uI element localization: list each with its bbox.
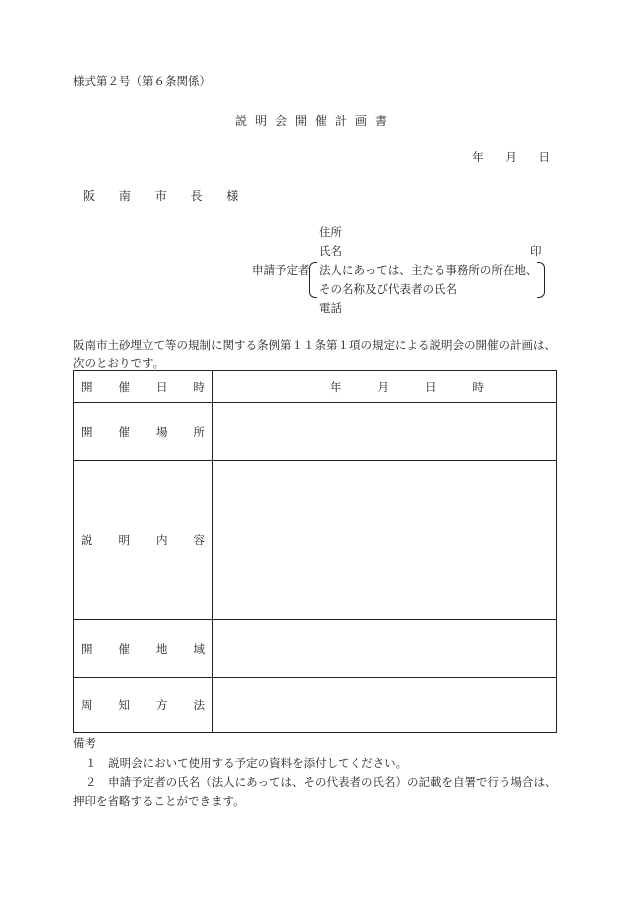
label-char: 方	[156, 698, 168, 712]
addressee-char: 阪	[83, 189, 106, 203]
title-char: 明	[254, 114, 275, 128]
note-text: 説明会において使用する予定の資料を添付してください。	[108, 756, 408, 770]
label-char: 容	[193, 533, 205, 547]
title-char: 開	[294, 114, 315, 128]
form-number: 様式第２号（第６条関係）	[73, 74, 211, 88]
intro-text: 阪南市土砂埋立て等の規制に関する条例第１１条第１項の規定による説明会の開催の計画は、次のとおりです。	[73, 338, 556, 370]
title-char: 説	[234, 114, 255, 128]
table-row	[74, 678, 557, 733]
title-char: 催	[315, 114, 336, 128]
area-field[interactable]	[213, 620, 557, 678]
row-label	[74, 461, 213, 620]
applicant-name-label: 氏名	[319, 244, 342, 258]
datetime-field[interactable]	[213, 371, 557, 403]
table-row	[74, 620, 557, 678]
title-char: 画	[355, 114, 376, 128]
addressee-char: 市	[154, 189, 177, 203]
addressee-char: 長	[190, 189, 213, 203]
addressee-char: 南	[118, 189, 141, 203]
title-char: 書	[375, 114, 396, 128]
right-bracket	[537, 262, 545, 298]
label-char: 法	[193, 698, 205, 712]
label-char: 明	[118, 533, 130, 547]
label-char: 地	[156, 641, 168, 656]
label-char: 内	[156, 533, 168, 547]
dt-year-unit: 年	[330, 379, 342, 394]
applicant-address-label: 住所	[319, 225, 342, 239]
label-char: 日	[156, 379, 168, 394]
date-line	[462, 149, 550, 165]
plan-table	[73, 370, 557, 733]
table-row	[74, 403, 557, 461]
label-char: 開	[81, 379, 93, 394]
row-label	[74, 678, 213, 733]
table-row	[74, 461, 557, 620]
label-char: 説	[81, 533, 93, 547]
row-label	[74, 371, 213, 403]
label-char: 催	[118, 641, 130, 656]
day-unit: 日	[538, 150, 550, 164]
note-number: １	[85, 756, 97, 770]
label-char: 場	[156, 424, 168, 439]
addressee-char: 様	[226, 189, 249, 203]
label-char: 周	[81, 698, 93, 712]
seal-mark: 印	[530, 244, 542, 258]
table-row	[74, 371, 557, 403]
row-label	[74, 403, 213, 461]
corporate-note-line1: 法人にあっては、主たる事務所の所在地、	[319, 263, 538, 277]
applicant-label: 申請予定者	[252, 263, 310, 277]
applicant-phone-label: 電話	[319, 301, 342, 315]
addressee	[83, 187, 248, 204]
label-char: 開	[81, 424, 93, 439]
dt-day-unit: 日	[425, 379, 437, 394]
corporate-note-line2: その名称及び代表者の氏名	[319, 282, 457, 296]
notification-method-field[interactable]	[213, 678, 557, 733]
row-label	[74, 620, 213, 678]
year-unit: 年	[472, 150, 484, 164]
document-title	[0, 112, 630, 129]
label-char: 域	[193, 641, 205, 656]
content-field[interactable]	[213, 461, 557, 620]
notes-title: 備考	[73, 736, 96, 750]
label-char: 開	[81, 641, 93, 656]
label-char: 時	[193, 379, 205, 394]
dt-month-unit: 月	[377, 379, 389, 394]
note-number: ２	[85, 775, 97, 789]
note-item	[73, 754, 557, 773]
title-char: 計	[335, 114, 356, 128]
note-text: 申請予定者の氏名（法人にあっては、その代表者の氏名）の記載を自署で行う場合は、押印を省略することができます。	[73, 775, 557, 808]
title-char: 会	[274, 114, 295, 128]
month-unit: 月	[505, 150, 517, 164]
label-char: 所	[193, 424, 205, 439]
note-item	[73, 773, 557, 811]
venue-field[interactable]	[213, 403, 557, 461]
left-bracket	[309, 262, 317, 298]
label-char: 催	[118, 379, 130, 394]
dt-hour-unit: 時	[472, 379, 484, 394]
label-char: 催	[118, 424, 130, 439]
label-char: 知	[118, 698, 130, 712]
